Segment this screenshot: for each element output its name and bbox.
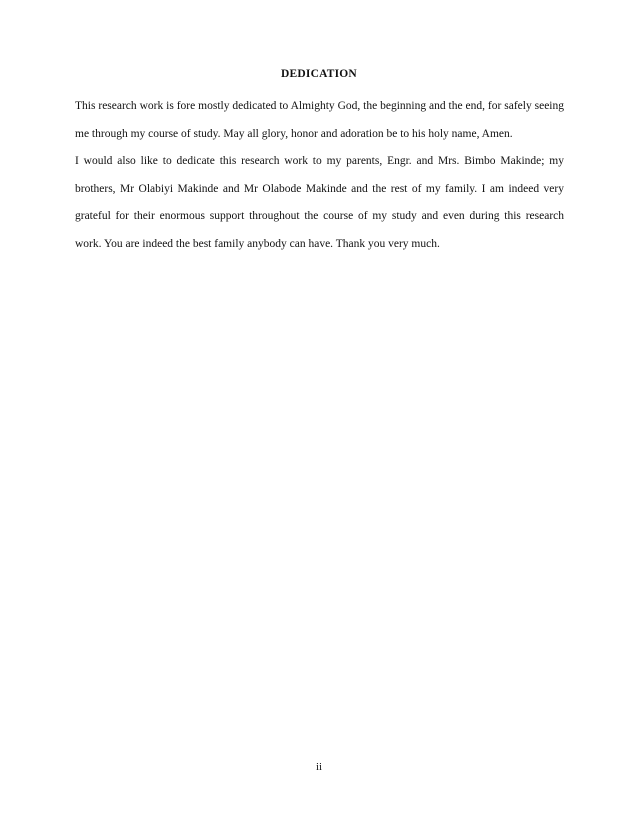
dedication-paragraph-2: I would also like to dedicate this research work to my parents, Engr. and Mrs. Bimbo Makinde; my brothers, Mr Olabiyi Makinde and Mr Olabode Makinde and the rest of my family. I am indeed very grateful for their enormous support throughout the course of my study and even during this research work. You are indeed the best family anybody can have. Thank you very much. <box>75 155 564 250</box>
dedication-body <box>75 93 564 258</box>
page-title: DEDICATION <box>281 68 357 80</box>
page-number: ii <box>315 761 323 773</box>
dedication-paragraph-1: This research work is fore mostly dedicated to Almighty God, the beginning and the end, for safely seeing me through my course of study. May all glory, honor and adoration be to his holy name, Amen. <box>75 100 564 140</box>
